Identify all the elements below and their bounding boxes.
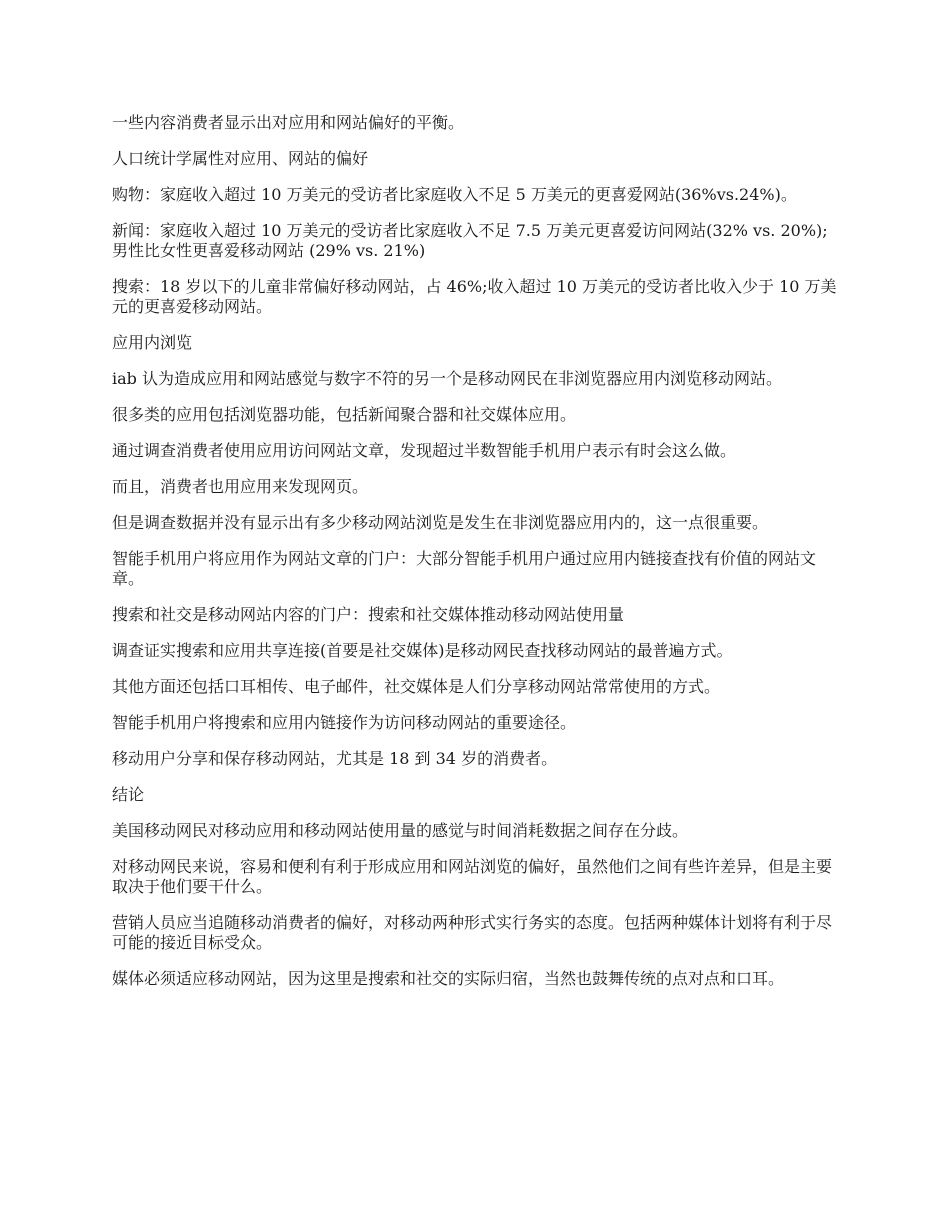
paragraph: 营销人员应当追随移动消费者的偏好，对移动两种形式实行务实的态度。包括两种媒体计划将有利于尽可能的接近目标受众。: [112, 913, 833, 952]
paragraph: 移动用户分享和保存移动网站，尤其是 18 到 34 岁的消费者。: [112, 749, 558, 768]
paragraph: 媒体必须适应移动网站，因为这里是搜索和社交的实际归宿，当然也鼓舞传统的点对点和口耳。: [112, 969, 785, 988]
paragraph: 智能手机用户将应用作为网站文章的门户：大部分智能手机用户通过应用内链接查找有价值的网站文章。: [112, 549, 817, 588]
paragraph: 新闻：家庭收入超过 10 万美元的受访者比家庭收入不足 7.5 万美元更喜爱访问网站(32% vs. 20%);男性比女性更喜爱移动网站 (29% vs. 21%): [112, 221, 828, 260]
paragraph: 购物：家庭收入超过 10 万美元的受访者比家庭收入不足 5 万美元的更喜爱网站(36%vs.24%)。: [112, 185, 797, 204]
paragraph: 通过调查消费者使用应用访问网站文章，发现超过半数智能手机用户表示有时会这么做。: [112, 441, 737, 460]
paragraph: 美国移动网民对移动应用和移动网站使用量的感觉与时间消耗数据之间存在分歧。: [112, 821, 689, 840]
section-heading: 应用内浏览: [112, 333, 193, 352]
section-heading: 人口统计学属性对应用、网站的偏好: [112, 149, 369, 168]
paragraph: 搜索：18 岁以下的儿童非常偏好移动网站，占 46%;收入超过 10 万美元的受访者比收入少于 10 万美元的更喜爱移动网站。: [112, 277, 837, 316]
paragraph: 对移动网民来说，容易和便利有利于形成应用和网站浏览的偏好，虽然他们之间有些许差异，但是主要取决于他们要干什么。: [112, 857, 833, 896]
paragraph: 而且，消费者也用应用来发现网页。: [112, 477, 369, 496]
paragraph: iab 认为造成应用和网站感觉与数字不符的另一个是移动网民在非浏览器应用内浏览移动网站。: [112, 369, 782, 388]
paragraph: 其他方面还包括口耳相传、电子邮件，社交媒体是人们分享移动网站常常使用的方式。: [112, 677, 721, 696]
section-heading: 搜索和社交是移动网站内容的门户：搜索和社交媒体推动移动网站使用量: [112, 605, 625, 624]
paragraph: 很多类的应用包括浏览器功能，包括新闻聚合器和社交媒体应用。: [112, 405, 577, 424]
paragraph: 调查证实搜索和应用共享连接(首要是社交媒体)是移动网民查找移动网站的最普遍方式。: [112, 641, 733, 660]
paragraph: 一些内容消费者显示出对应用和网站偏好的平衡。: [112, 113, 465, 132]
document-body: [112, 113, 840, 1005]
section-heading: 结论: [112, 785, 145, 804]
paragraph: 智能手机用户将搜索和应用内链接作为访问移动网站的重要途径。: [112, 713, 577, 732]
paragraph: 但是调查数据并没有显示出有多少移动网站浏览是发生在非浏览器应用内的，这一点很重要。: [112, 513, 769, 532]
